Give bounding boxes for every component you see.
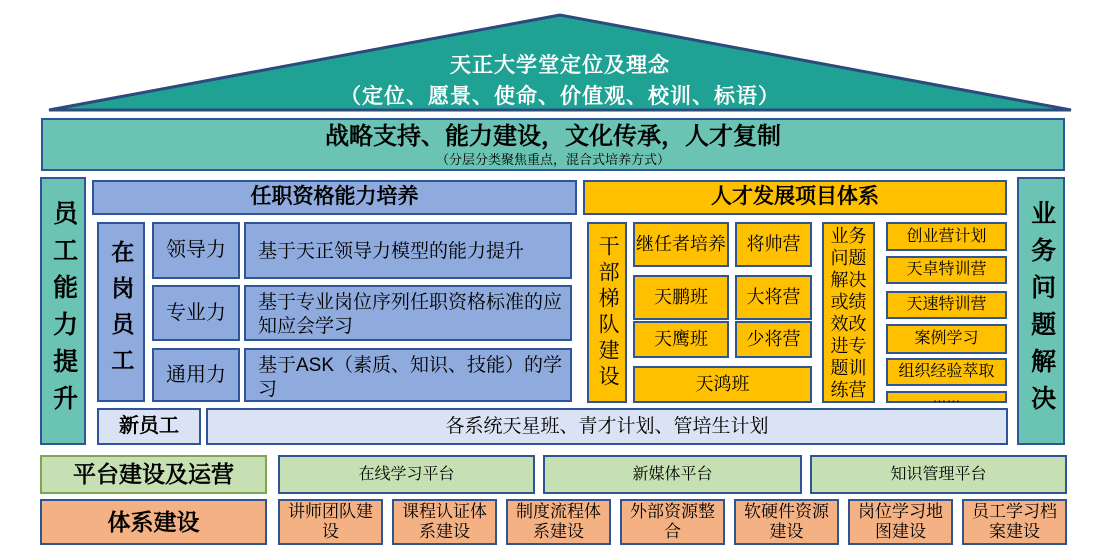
strategy-banner — [41, 118, 1065, 171]
left-axis-employee-capability — [40, 177, 86, 445]
competency-desc-general: 基于ASK（素质、知识、技能）的学习 — [244, 348, 572, 402]
left-axis-label: 员工能力提升 — [49, 200, 78, 422]
platform-row-label: 平台建设及运营 — [40, 455, 267, 494]
program-jiangshuai-camp: 将帅营 — [735, 222, 812, 267]
banner-title: 战略支持、能力建设，文化传承，人才复制 — [325, 122, 781, 150]
system-item-hardware-software: 软硬件资源建设 — [734, 499, 839, 545]
qualification-header: 任职资格能力培养 — [92, 180, 577, 215]
system-item-learning-map: 岗位学习地图建设 — [848, 499, 953, 545]
system-item-learning-archive: 员工学习档案建设 — [962, 499, 1067, 545]
competency-desc-leadership: 基于天正领导力模型的能力提升 — [244, 222, 572, 279]
program-shaojiang-camp: 少将营 — [735, 321, 812, 358]
onjob-employee-group — [97, 222, 145, 402]
program-case-study: 案例学习 — [886, 324, 1007, 354]
program-tianhong-class: 天鸿班 — [633, 366, 812, 403]
program-dajiang-camp: 大将营 — [735, 275, 812, 320]
program-tianzhuo-camp: 天卓特训营 — [886, 256, 1007, 284]
competency-desc-professional: 基于专业岗位序列任职资格标准的应知应会学习 — [244, 285, 572, 341]
program-experience-extraction: 组织经验萃取 — [886, 358, 1007, 386]
program-ellipsis: …… — [886, 391, 1007, 403]
system-row-label: 体系建设 — [40, 499, 267, 545]
newcomer-label: 新员工 — [97, 408, 201, 445]
program-tianpeng-class: 天鹏班 — [633, 275, 729, 320]
platform-item-new-media: 新媒体平台 — [543, 455, 802, 494]
newcomer-programs: 各系统天星班、青才计划、管培生计划 — [206, 408, 1008, 445]
right-axis-label: 业务问题解决 — [1027, 200, 1056, 422]
roof-subtitle: （定位、愿景、使命、价值观、校训、标语） — [340, 85, 780, 108]
onjob-employee-label: 在岗员工 — [108, 240, 135, 384]
talent-header: 人才发展项目体系 — [583, 180, 1007, 215]
cadre-ladder-group — [587, 222, 627, 403]
program-tianying-class: 天鹰班 — [633, 321, 729, 358]
roof — [46, 13, 1074, 112]
platform-item-online-learning: 在线学习平台 — [278, 455, 535, 494]
roof-title: 天正大学堂定位及理念 — [450, 54, 670, 77]
program-tiansu-camp: 天速特训营 — [886, 291, 1007, 319]
system-item-process-system: 制度流程体系建设 — [506, 499, 611, 545]
cadre-ladder-label: 干部梯队建设 — [596, 234, 620, 391]
competency-label-leadership: 领导力 — [152, 222, 240, 279]
banner-subtitle: （分层分类聚焦重点，混合式培养方式） — [435, 151, 670, 167]
system-item-lecturer-team: 讲师团队建设 — [278, 499, 383, 545]
program-successor-training: 继任者培养 — [633, 222, 729, 267]
competency-label-general: 通用力 — [152, 348, 240, 402]
program-startup-camp-plan: 创业营计划 — [886, 222, 1007, 251]
platform-item-knowledge-management: 知识管理平台 — [810, 455, 1067, 494]
training-camp-column: 业务问题解决或绩效改进专题训练营 — [822, 222, 875, 403]
system-item-external-resources: 外部资源整合 — [620, 499, 725, 545]
right-axis-business-problem — [1017, 177, 1065, 445]
system-item-course-certification: 课程认证体系建设 — [392, 499, 497, 545]
competency-label-professional: 专业力 — [152, 285, 240, 341]
